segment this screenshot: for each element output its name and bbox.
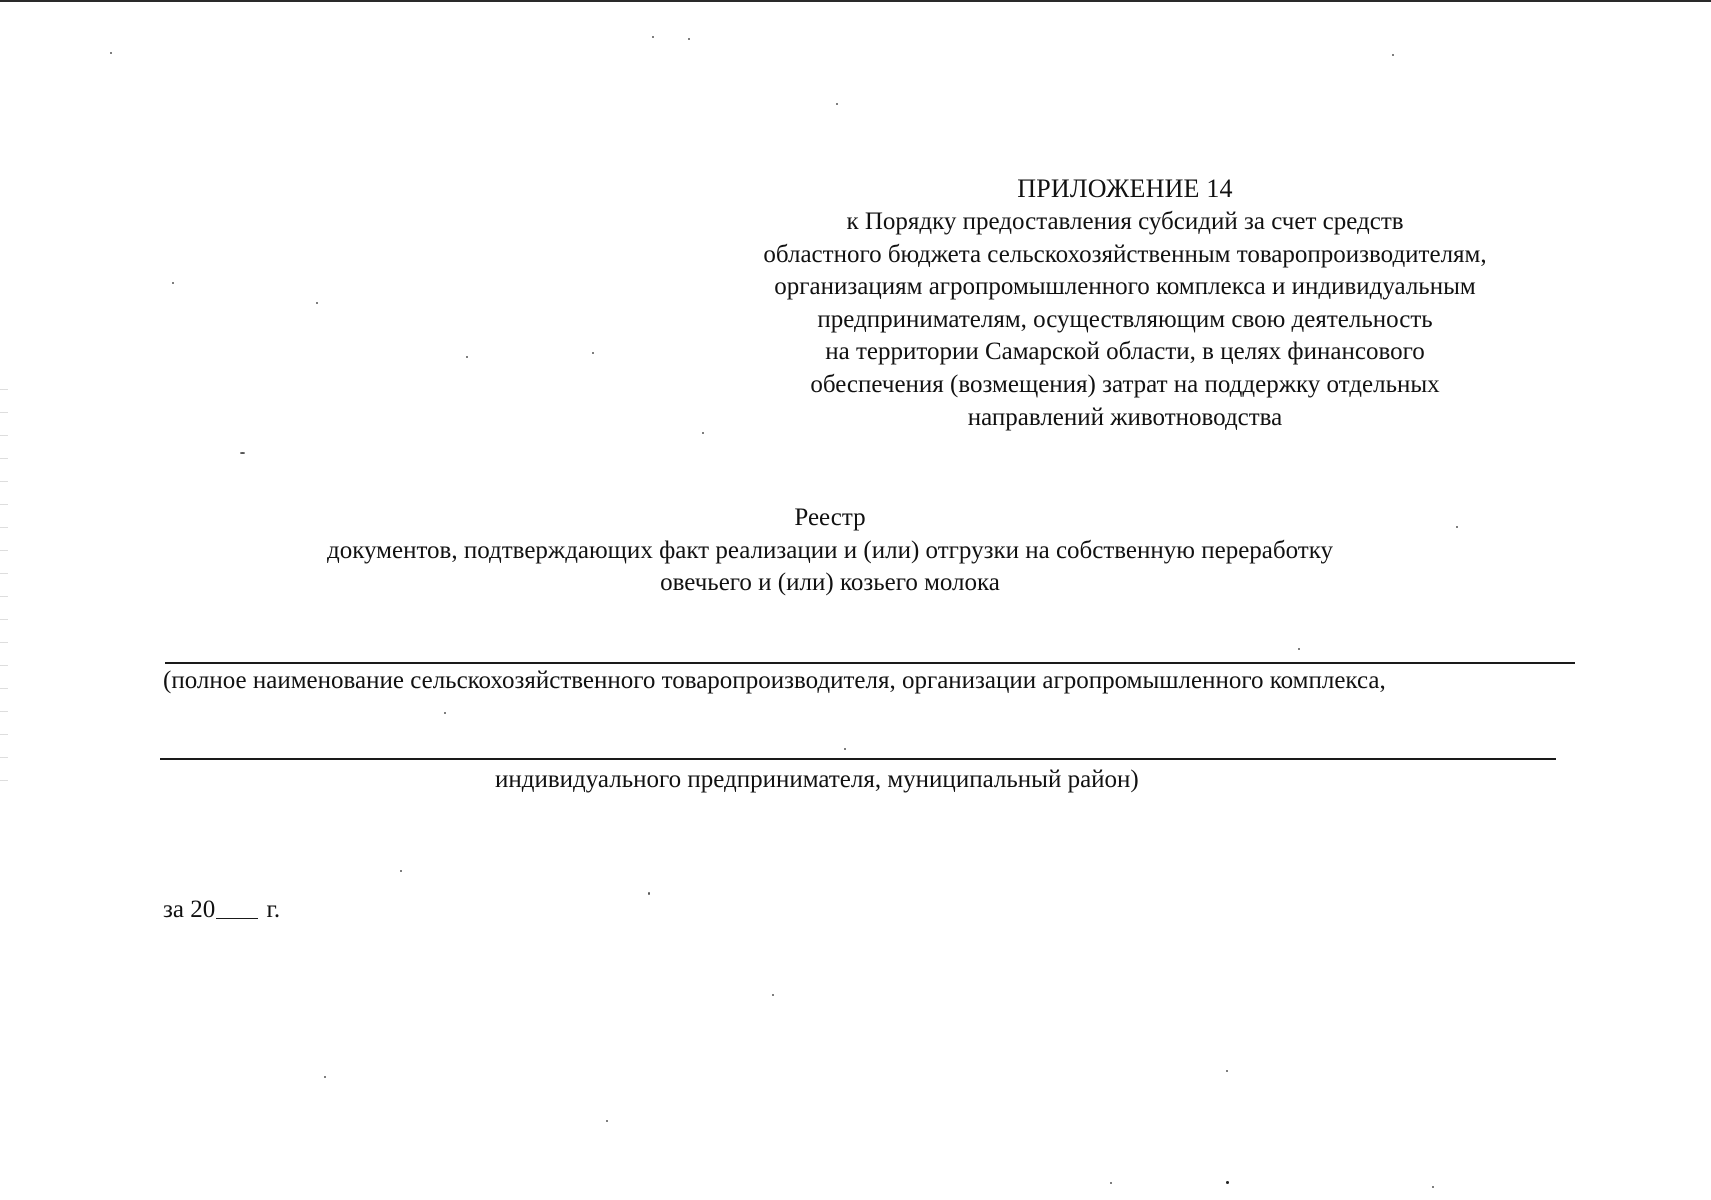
registry-title: Реестр xyxy=(794,504,866,531)
scan-speck xyxy=(466,356,468,358)
appendix-line: предпринимателям, осуществляющим свою деятельность xyxy=(817,305,1433,333)
period-prefix: за 20 xyxy=(163,896,216,923)
top-border-rule xyxy=(0,0,1711,2)
appendix-title: ПРИЛОЖЕНИЕ 14 xyxy=(1017,174,1233,203)
scan-speck xyxy=(648,892,650,895)
scan-speck xyxy=(110,52,112,54)
scan-speck xyxy=(316,302,318,304)
scan-speck xyxy=(172,282,174,284)
scan-speck xyxy=(1226,1181,1229,1184)
scan-speck xyxy=(592,352,594,354)
scan-speck xyxy=(1110,1182,1112,1184)
appendix-line: организациям агропромышленного комплекса и индивидуальным xyxy=(774,273,1476,301)
scan-speck xyxy=(324,1076,326,1078)
registry-subtitle-line: документов, подтверждающих факт реализации и (или) отгрузки на собственную переработку xyxy=(326,536,1333,564)
scan-speck xyxy=(1432,1186,1434,1188)
scan-speck xyxy=(1298,648,1300,650)
scan-speck xyxy=(652,36,654,38)
applicant-caption-2: индивидуального предпринимателя, муниципальный район) xyxy=(495,766,1139,793)
registry-heading xyxy=(200,502,1460,600)
period-suffix: г. xyxy=(266,896,281,923)
scan-edge-noise xyxy=(0,380,8,800)
registry-subtitle-line: овечьего и (или) козьего молока xyxy=(660,569,1000,596)
scan-speck xyxy=(772,994,774,996)
appendix-line: к Порядку предоставления субсидий за счет средств xyxy=(846,208,1404,235)
appendix-line: направлений животноводства xyxy=(967,403,1283,431)
applicant-name-line-2[interactable] xyxy=(160,758,1556,760)
reporting-period xyxy=(163,896,280,924)
scan-speck xyxy=(606,1120,608,1122)
appendix-line: обеспечения (возмещения) затрат на поддержку отдельных xyxy=(810,370,1440,398)
scan-speck xyxy=(688,38,690,40)
scan-speck xyxy=(240,452,245,454)
appendix-header xyxy=(680,172,1570,434)
scan-speck xyxy=(1226,1070,1228,1072)
scan-speck xyxy=(400,870,402,872)
year-blank-field[interactable] xyxy=(216,898,258,919)
scan-speck xyxy=(1392,54,1394,56)
appendix-line: областного бюджета сельскохозяйственным товаропроизводителям, xyxy=(763,240,1487,268)
applicant-caption-1: (полное наименование сельскохозяйственного товаропроизводителя, организации агропромышленного комплекса, xyxy=(163,667,1386,694)
scan-speck xyxy=(836,103,838,105)
appendix-line: на территории Самарской области, в целях финансового xyxy=(825,338,1425,366)
applicant-name-line-1[interactable] xyxy=(165,662,1575,664)
scan-speck xyxy=(844,748,846,750)
scan-speck xyxy=(444,712,446,714)
